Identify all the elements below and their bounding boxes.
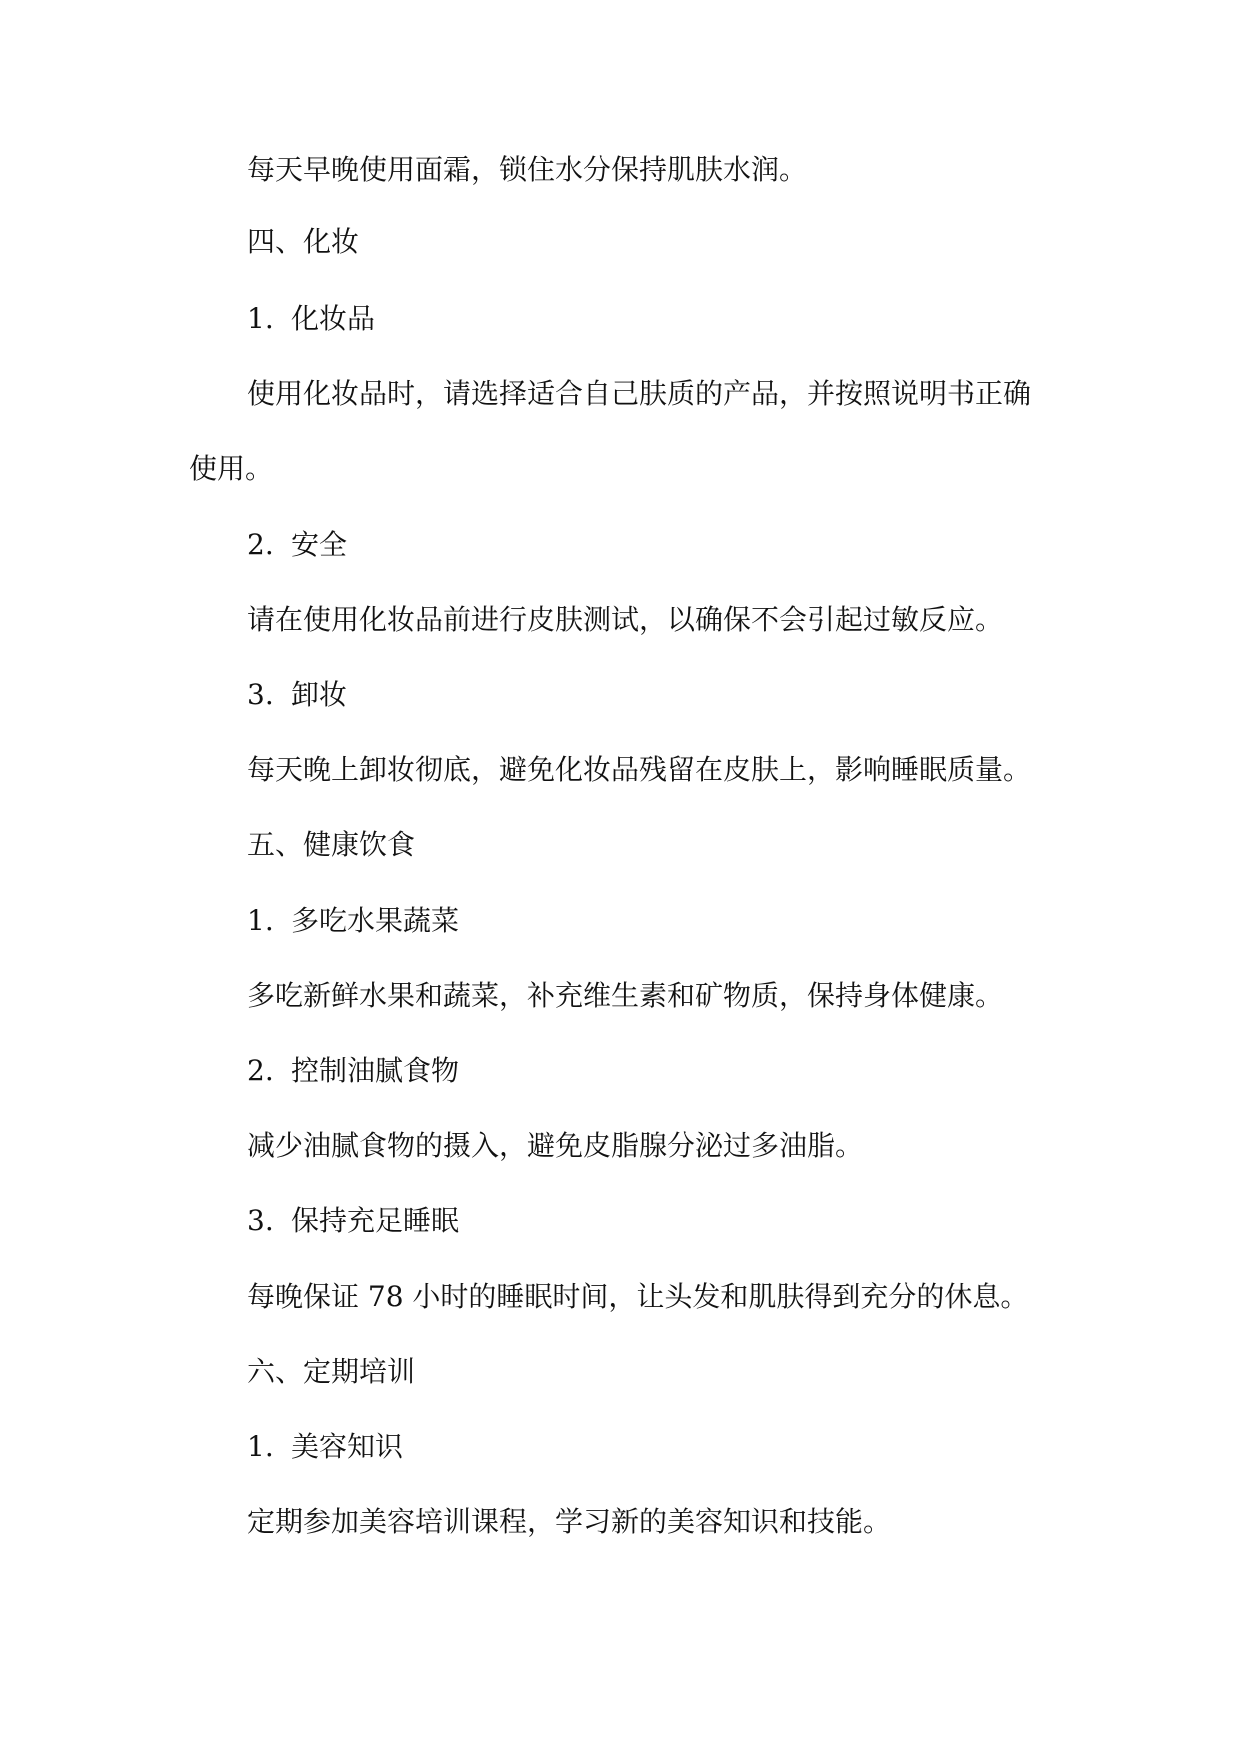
list-item-heading (247, 675, 347, 715)
list-item-title: 化妆品 (291, 302, 376, 335)
list-item-heading (247, 1051, 459, 1091)
section-heading: 五、健康饮食 (247, 828, 416, 861)
list-number: 3. (247, 678, 274, 711)
section-heading: 四、化妆 (247, 225, 360, 258)
paragraph-text: 每天早晚使用面霜，锁住水分保持肌肤水润。 (247, 153, 808, 186)
paragraph-text: 多吃新鲜水果和蔬菜，补充维生素和矿物质，保持身体健康。 (247, 979, 1004, 1012)
list-item-heading (247, 525, 347, 565)
list-item-title: 控制油腻食物 (291, 1054, 460, 1087)
list-number: 3. (247, 1204, 274, 1237)
section-heading: 六、定期培训 (247, 1355, 416, 1388)
paragraph-continuation: 使用。 (189, 452, 274, 485)
list-item-heading (247, 1427, 403, 1467)
paragraph-text: 每晚保证 78 小时的睡眠时间，让头发和肌肤得到充分的休息。 (247, 1280, 1029, 1313)
paragraph-text: 每天晚上卸妆彻底，避免化妆品残留在皮肤上，影响睡眠质量。 (247, 753, 1032, 786)
paragraph-text: 请在使用化妆品前进行皮肤测试，以确保不会引起过敏反应。 (247, 603, 1004, 636)
list-item-heading (247, 299, 375, 339)
paragraph-text: 定期参加美容培训课程，学习新的美容知识和技能。 (247, 1505, 892, 1538)
list-item-heading (247, 901, 459, 941)
list-number: 1. (247, 302, 274, 335)
paragraph-text: 使用化妆品时，请选择适合自己肤质的产品，并按照说明书正确 (247, 377, 1032, 410)
list-number: 2. (247, 528, 274, 561)
list-item-title: 卸妆 (291, 678, 348, 711)
list-item-title: 多吃水果蔬菜 (291, 904, 460, 937)
paragraph-text: 减少油腻食物的摄入，避免皮脂腺分泌过多油脂。 (247, 1129, 864, 1162)
list-number: 2. (247, 1054, 274, 1087)
list-item-title: 安全 (291, 528, 348, 561)
list-item-heading (247, 1201, 459, 1241)
list-item-title: 保持充足睡眠 (291, 1204, 460, 1237)
list-number: 1. (247, 904, 274, 937)
list-item-title: 美容知识 (291, 1430, 404, 1463)
list-number: 1. (247, 1430, 274, 1463)
